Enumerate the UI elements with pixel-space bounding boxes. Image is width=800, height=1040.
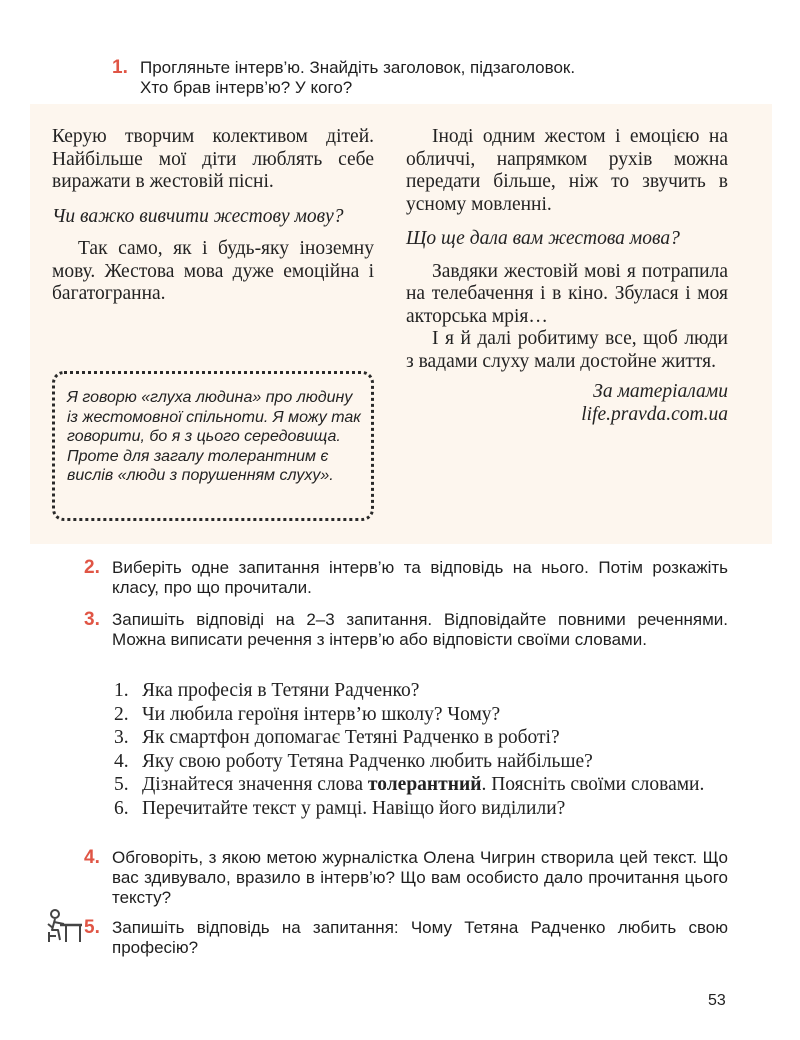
answer-paragraph: І я й далі робитиму все, щоб люди з вадами слуху мали достойне життя. xyxy=(406,328,728,372)
list-item: 5. Дізнайтеся значення слова толерантний. Поясніть своїми словами. xyxy=(114,774,705,795)
interview-left-column xyxy=(52,126,374,306)
list-item: 6. Перечитайте текст у рамці. Навіщо його виділили? xyxy=(114,797,566,819)
task-number: 2. xyxy=(84,557,100,578)
frame-text: Я говорю «глуха людина» про людину із жестомовної спільноти. Я можу так говорити, бо я з цього середовища. Проте для загалу толерантним є вислів «люди з порушенням слуху». xyxy=(67,389,361,484)
interview-right-column xyxy=(406,126,728,426)
task-3 xyxy=(84,610,728,650)
task-number: 5. xyxy=(84,917,100,938)
task-number: 3. xyxy=(84,609,100,630)
questions-list xyxy=(112,680,752,821)
task-text: Запишіть відповідь на запитання: Чому Тетяна Радченко любить свою професію? xyxy=(112,918,728,957)
answer-paragraph: Керую творчим колективом дітей. Найбільше мої діти люблять себе виражати в жестовій пісні. xyxy=(52,126,374,192)
answer-paragraph: Іноді одним жестом і емоцією на обличчі, напрямком рухів можна передати більше, ніж то звучить в усному мовленні. xyxy=(406,126,728,215)
list-item: 4. Яку свою роботу Тетяна Радченко любить найбільше? xyxy=(114,750,593,772)
highlighted-frame xyxy=(52,371,374,521)
task-number: 4. xyxy=(84,847,100,868)
page-number: 53 xyxy=(708,992,726,1009)
task-text: Прогляньте інтерв’ю. Знайдіть заголовок, підзаголовок. xyxy=(140,58,576,77)
source-credit xyxy=(406,381,728,426)
list-item: 1. Яка професія в Тетяни Радченко? xyxy=(114,680,420,701)
interview-question: Чи важко вивчити жестову мову? xyxy=(52,205,344,227)
task-text: Запишіть відповіді на 2–3 запитання. Відповідайте повними реченнями. Можна виписати речення з інтерв’ю або відповісти своїми словами. xyxy=(112,610,728,649)
task-text: Виберіть одне запитання інтерв’ю та відповідь на нього. Потім розкажіть класу, про що прочитали. xyxy=(112,558,728,597)
bold-term: толерантний xyxy=(367,774,482,795)
source-label: За матеріалами xyxy=(593,381,728,402)
task-1 xyxy=(112,58,752,98)
task-text: Хто брав інтерв’ю? У кого? xyxy=(140,78,353,97)
source-url: life.pravda.com.ua xyxy=(581,403,728,425)
task-text: Обговоріть, з якою метою журналістка Олена Чигрин створила цей текст. Що вас здивувало, вразило в інтерв’ю? Що вам особисто дало прочитання цього тексту? xyxy=(112,848,728,907)
task-number: 1. xyxy=(112,57,128,78)
answer-paragraph: Так само, як і будь-яку іноземну мову. Жестова мова дуже емоційна і багатогранна. xyxy=(52,238,374,304)
task-5 xyxy=(84,918,728,958)
list-item: 2. Чи любила героїня інтерв’ю школу? Чому? xyxy=(114,703,501,725)
list-item: 3. Як смартфон допомагає Тетяні Радченко в роботі? xyxy=(114,727,560,748)
writing-desk-icon xyxy=(44,908,84,944)
task-4 xyxy=(84,848,728,908)
task-2 xyxy=(84,558,728,598)
interview-question: Що ще дала вам жестова мова? xyxy=(406,228,680,249)
answer-paragraph: Завдяки жестовій мові я потрапила на телебачення і в кіно. Збулася і моя акторська мрія… xyxy=(406,260,728,327)
